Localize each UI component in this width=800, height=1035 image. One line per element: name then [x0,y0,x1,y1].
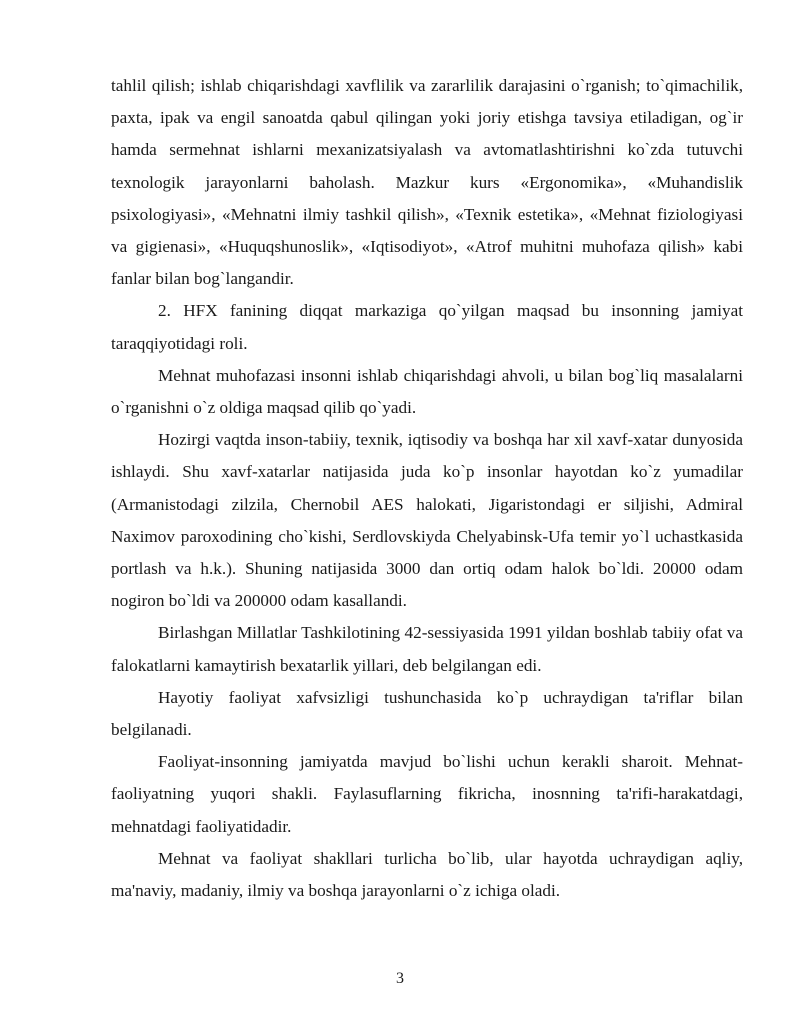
paragraph: 2. HFX fanining diqqat markaziga qo`yilgan maqsad bu insonning jamiyat taraqqiyotidagi roli. [111,301,743,353]
paragraph: Mehnat muhofazasi insonni ishlab chiqarishdagi ahvoli, u bilan bog`liq masalalarni o`rganishni o`z oldiga maqsad qilib qo`yadi. [111,365,743,418]
page-number: 3 [396,970,404,987]
paragraph: Birlashgan Millatlar Tashkilotining 42-sessiyasida 1991 yildan boshlab tabiiy ofat va falokatlarni kamaytirish bexatarlik yillari, deb belgilangan edi. [111,623,743,675]
paragraph: tahlil qilish; ishlab chiqarishdagi xavflilik va zararlilik darajasini o`rganish; to`qimachilik, paxta, ipak va engil sanoatda qabul qilingan yoki joriy etishga tavsiya etiladigan, og`ir hamda sermehnat ishlarni mexanizatsiyalash va avtomatlashtirishni ko`zda tutuvchi texnologik jarayonlarni baholash. Mazkur kurs «Ergonomika», «Muhandislik psixologiyasi», «Mehnatni ilmiy tashkil qilish», «Texnik estetika», «Mehnat fiziologiyasi va gigienasi», «Huquqshunoslik», «Iqtisodiyot», «Atrof muhitni muhofaza qilish» kabi fanlar bilan bog`langandir. [111,76,743,289]
paragraph: Mehnat va faoliyat shakllari turlicha bo`lib, ular hayotda uchraydigan aqliy, ma'naviy, madaniy, ilmiy va boshqa jarayonlarni o`z ichiga oladi. [111,848,743,901]
paragraph: Hayotiy faoliyat xafvsizligi tushunchasida ko`p uchraydigan ta'riflar bilan belgilanadi. [111,687,743,740]
document-body [111,70,743,907]
paragraph: Hozirgi vaqtda inson-tabiiy, texnik, iqtisodiy va boshqa har xil xavf-xatar dunyosida ishlaydi. Shu xavf-xatarlar natijasida juda ko`p insonlar hayotdan ko`z yumadilar (Armanistodagi zilzila, Chernobil AES halokati, Jigaristondagi er siljishi, Admiral Naximov paroxodining cho`kishi, Serdlovskiyda Chelyabinsk-Ufa temir yo`l uchastkasida portlash va h.k.). Shuning natijasida 3000 dan ortiq odam halok bo`ldi. 20000 odam nogiron bo`ldi va 200000 odam kasallandi. [111,430,743,611]
paragraph: Faoliyat-insonning jamiyatda mavjud bo`lishi uchun kerakli sharoit. Mehnat-faoliyatning yuqori shakli. Faylasuflarning fikricha, inosnning ta'rifi-harakatdagi, mehnatdagi faoliyatidadir. [111,752,743,836]
